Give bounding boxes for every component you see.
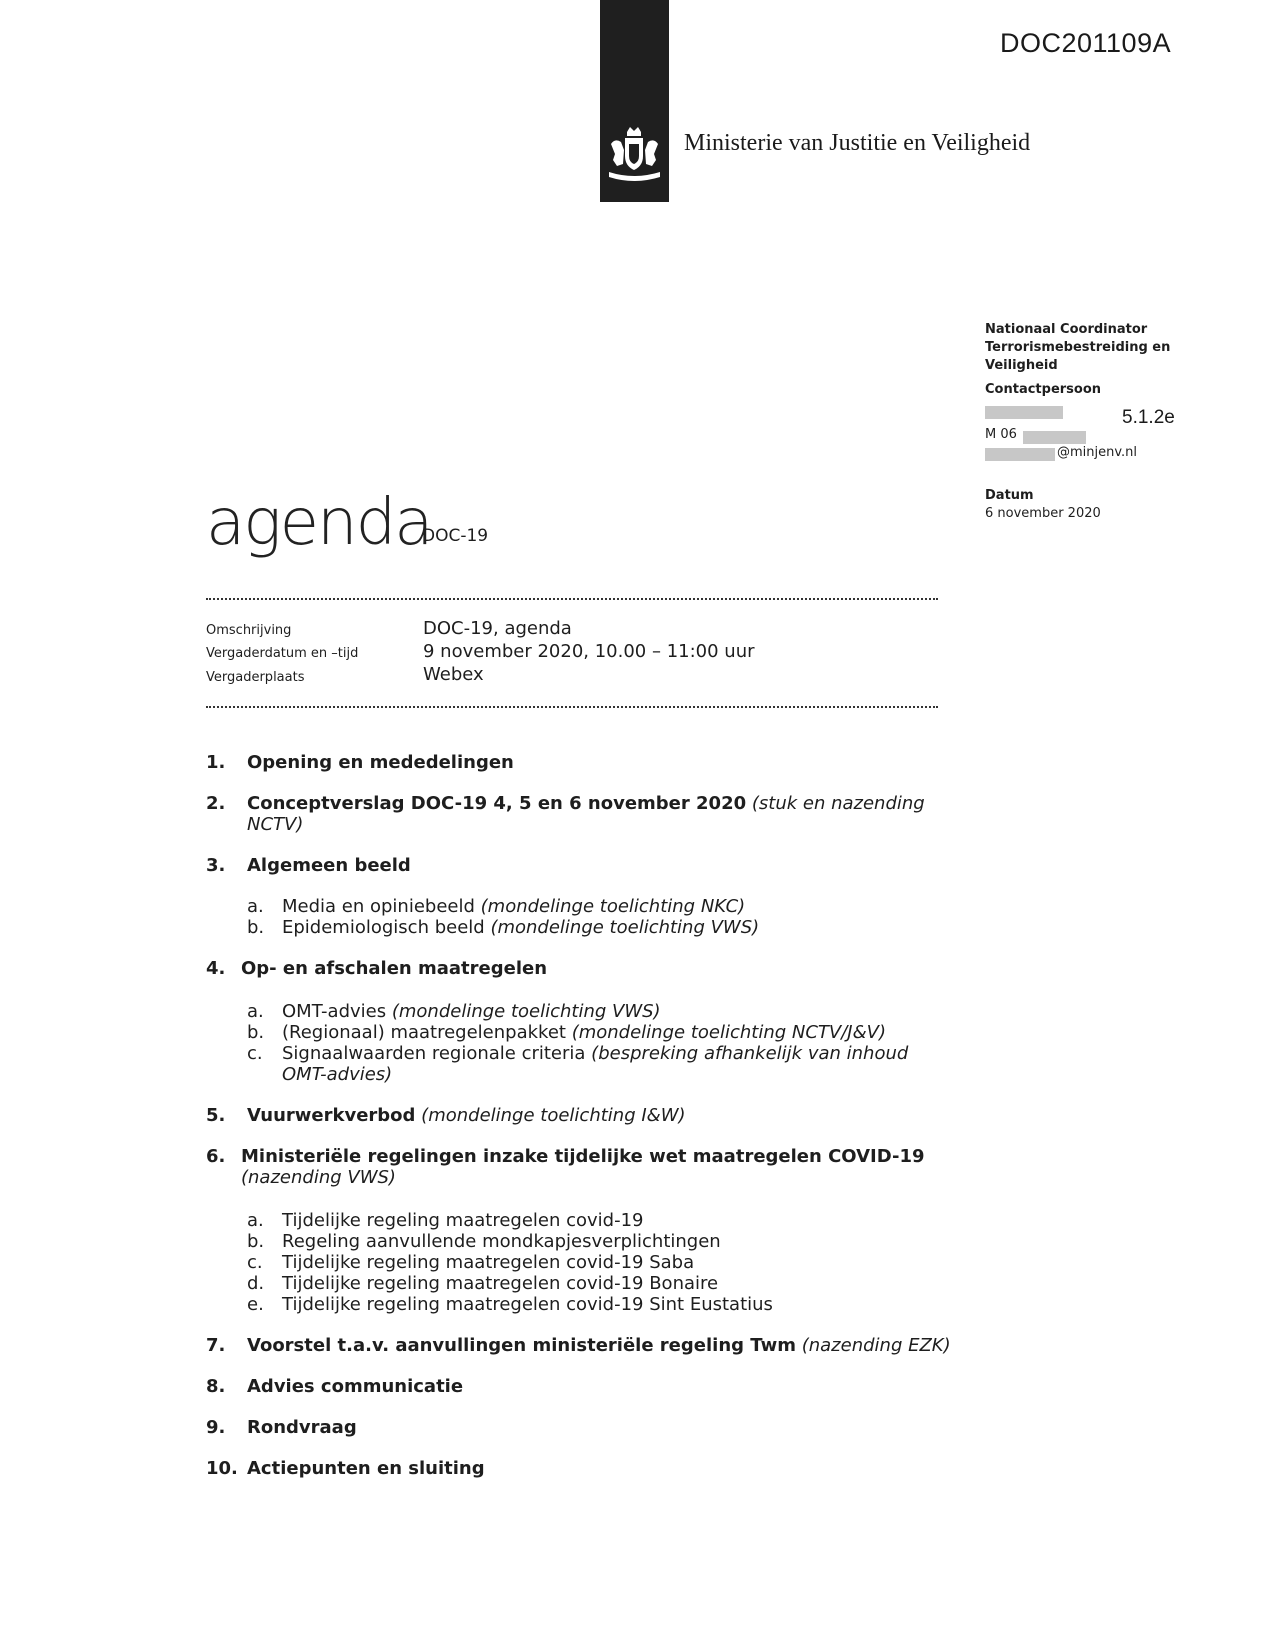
item-title: Ministeriële regelingen inzake tijdelijke wet maatregelen COVID-19 [241,1146,925,1167]
redacted-email [985,448,1055,461]
organisation-line: Terrorismebestreiding en [985,340,1171,355]
sub-item [247,1043,951,1085]
sub-text: Tijdelijke regeling maatregelen covid-19 [282,1210,644,1231]
organisation-line: Nationaal Coordinator [985,322,1148,337]
item-title: Algemeen beeld [247,855,411,876]
item-title: Advies communicatie [247,1376,464,1397]
ministry-name: Ministerie van Justitie en Veiligheid [684,130,1031,156]
sub-note: (mondelinge toelichting NCTV/J&V) [571,1022,886,1043]
item-number: 2. [206,793,226,814]
agenda-item [206,1105,951,1126]
sub-note: (mondelinge toelichting VWS) [391,1001,661,1022]
item-title: Voorstel t.a.v. aanvullingen ministeriële regeling Twm [247,1335,796,1356]
sub-text: Tijdelijke regeling maatregelen covid-19 Saba [282,1252,695,1273]
sub-note: (mondelinge toelichting NKC) [480,896,746,917]
item-number: 10. [206,1458,238,1479]
sub-text: Media en opiniebeeld [282,896,475,917]
sub-letter: b. [247,1231,265,1252]
item-title: Actiepunten en sluiting [247,1458,485,1479]
item-title: Op- en afschalen maatregelen [241,958,548,979]
sub-letter: a. [247,1210,264,1231]
sub-text: Tijdelijke regeling maatregelen covid-19 Bonaire [282,1273,719,1294]
redacted-name [985,406,1063,419]
meta-value: DOC-19, agenda [423,618,572,639]
sub-letter: b. [247,917,265,938]
agenda-item [206,1335,951,1356]
sub-letter: a. [247,896,264,917]
sub-letter: d. [247,1273,265,1294]
sub-text: Tijdelijke regeling maatregelen covid-19 Sint Eustatius [282,1294,773,1315]
agenda-item [206,855,951,938]
sub-item [247,896,951,917]
date-label: Datum [985,488,1034,503]
date-value: 6 november 2020 [985,506,1101,521]
meta-label: Vergaderplaats [206,670,305,685]
agenda-item [206,752,951,773]
item-number: 1. [206,752,226,773]
item-number: 8. [206,1376,226,1397]
sub-note: (mondelinge toelichting VWS) [490,917,760,938]
item-number: 9. [206,1417,226,1438]
item-title: Conceptverslag DOC-19 4, 5 en 6 november 2020 [247,793,747,814]
item-number: 3. [206,855,226,876]
sub-letter: c. [247,1252,263,1273]
item-title: Rondvraag [247,1417,357,1438]
sub-item [247,1231,951,1252]
sub-text: Signaalwaarden regionale criteria [282,1043,586,1064]
coat-of-arms-icon [605,126,664,188]
agenda-list [206,752,951,1499]
item-number: 6. [206,1146,226,1167]
sub-letter: c. [247,1043,263,1064]
redaction-code: 5.1.2e [1122,407,1175,428]
phone-prefix: M 06 [985,427,1017,442]
item-number: 4. [206,958,226,979]
sub-letter: b. [247,1022,265,1043]
organisation-line: Veiligheid [985,358,1058,373]
sub-item [247,1273,951,1294]
meta-value: 9 november 2020, 10.00 – 11:00 uur [423,641,755,662]
government-logo [600,0,669,202]
item-note: (stuk en nazending [751,793,925,814]
page-title: agenda [206,486,432,560]
agenda-item [206,1146,951,1315]
sub-list [206,1210,951,1315]
sub-item [247,1001,951,1022]
sub-list [206,1001,951,1085]
sub-letter: e. [247,1294,264,1315]
email-suffix: @minjenv.nl [1057,445,1138,460]
sub-note: (bespreking afhankelijk van inhoud [591,1043,909,1064]
sub-item [247,1022,951,1043]
item-number: 7. [206,1335,226,1356]
divider [206,598,938,600]
meta-label: Vergaderdatum en –tijd [206,646,359,661]
item-note: (nazending EZK) [801,1335,951,1356]
sub-list [206,896,951,938]
sub-item [247,1252,951,1273]
meta-value: Webex [423,664,484,685]
sub-text: (Regionaal) maatregelenpakket [282,1022,566,1043]
divider [206,706,938,708]
item-title: Opening en mededelingen [247,752,514,773]
meta-label: Omschrijving [206,623,292,638]
agenda-item [206,1458,951,1479]
agenda-item [206,1417,951,1438]
agenda-item [206,958,951,1085]
sub-item [247,917,951,938]
organisation-name [985,321,1185,375]
document-code: DOC201109A [1000,28,1172,58]
sub-text: Epidemiologisch beeld [282,917,485,938]
sub-text: OMT-advies [282,1001,387,1022]
contact-label: Contactpersoon [985,382,1102,397]
sub-item [247,1210,951,1231]
item-number: 5. [206,1105,226,1126]
sub-text: Regeling aanvullende mondkapjesverplichtingen [282,1231,721,1252]
item-note: (nazending VWS) [241,1167,396,1188]
item-note: (mondelinge toelichting I&W) [421,1105,686,1126]
sub-item [247,1294,951,1315]
item-title: Vuurwerkverbod [247,1105,416,1126]
sub-note: OMT-advies) [282,1064,393,1085]
agenda-item [206,793,951,835]
item-note: NCTV) [247,814,304,835]
agenda-item [206,1376,951,1397]
page-subtitle: DOC-19 [422,526,489,546]
sub-letter: a. [247,1001,264,1022]
redacted-phone [1023,431,1086,444]
